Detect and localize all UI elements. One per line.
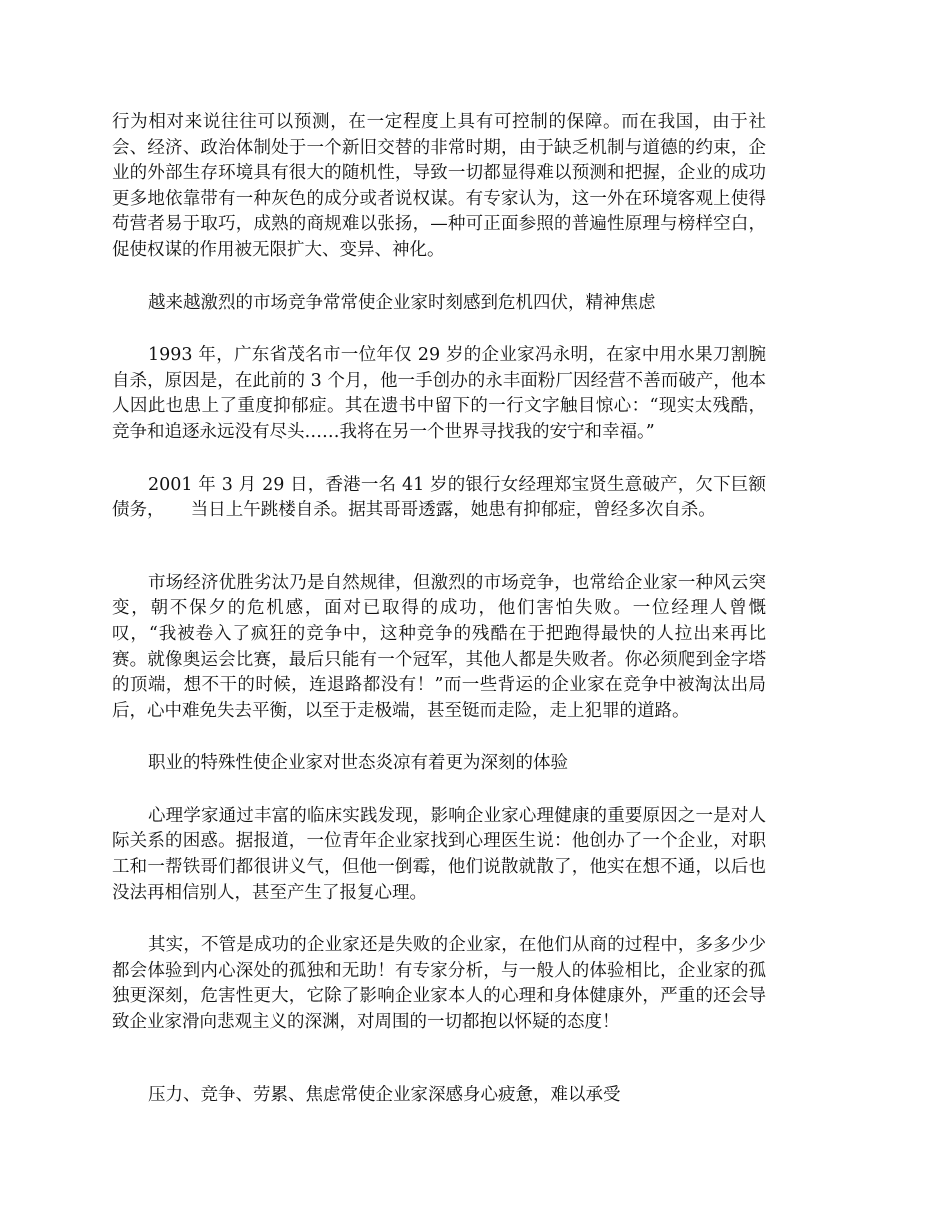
- paragraph-psychologist: 心理学家通过丰富的临床实践发现，影响企业家心理健康的重要原因之一是对人际关系的困惑。据报道，一位青年企业家找到心理医生说：他创办了一个企业，对职工和一帮铁哥们都很讲义气，但他一倒霉，他们说散就散了，他实在想不通，以后也没法再相信别人，甚至产生了报复心理。: [112, 805, 766, 903]
- document-body: [112, 110, 766, 1108]
- section-heading-pressure: 压力、竞争、劳累、焦虑常使企业家深感身心疲惫，难以承受: [148, 1084, 621, 1105]
- paragraph-case-2001: 2001 年 3 月 29 日，香港一名 41 岁的银行女经理郑宝贤生意破产，欠下巨额债务， 当日上午跳楼自杀。据其哥哥透露，她患有抑郁症，曾经多次自杀。: [112, 474, 766, 521]
- paragraph-loneliness: 其实，不管是成功的企业家还是失败的企业家，在他们从商的过程中，多多少少都会体验到内心深处的孤独和无助！有专家分析，与一般人的体验相比，企业家的孤独更深刻，危害性更大，它除了影响企业家本人的心理和身体健康外，严重的还会导致企业家滑向悲观主义的深渊，对周围的一切都抱以怀疑的态度！: [112, 935, 766, 1033]
- section-heading-profession: 职业的特殊性使企业家对世态炎凉有着更为深刻的体验: [148, 753, 568, 774]
- paragraph-intro: 行为相对来说往往可以预测，在一定程度上具有可控制的保障。而在我国，由于社会、经济、政治体制处于一个新旧交替的非常时期，由于缺乏机制与道德的约束，企业的外部生存环境具有很大的随机性，导致一切都显得难以预测和把握，企业的成功更多地依靠带有一种灰色的成分或者说权谋。有专家认为，这一外在环境客观上使得苟营者易于取巧，成熟的商规难以张扬，—种可正面参照的普遍性原理与榜样空白，促使权谋的作用被无限扩大、变异、神化。: [112, 112, 766, 260]
- section-heading-competition: 越来越激烈的市场竞争常常使企业家时刻感到危机四伏，精神焦虑: [148, 292, 656, 313]
- paragraph-market-competition: 市场经济优胜劣汰乃是自然规律，但激烈的市场竞争，也常给企业家一种风云突变，朝不保夕的危机感，面对已取得的成功，他们害怕失败。一位经理人曾慨叹，“我被卷入了疯狂的竞争中，这种竞争的残酷在于把跑得最快的人拉出来再比赛。就像奥运会比赛，最后只能有一个冠军，其他人都是失败者。你必须爬到金字塔的顶端，想不干的时候，连退路都没有！”而一些背运的企业家在竞争中被淘汰出局后，心中难免失去平衡，以至于走极端，甚至铤而走险，走上犯罪的道路。: [112, 572, 766, 721]
- paragraph-case-1993: 1993 年，广东省茂名市一位年仅 29 岁的企业家冯永明，在家中用水果刀割腕自杀，原因是，在此前的 3 个月，他一手创办的永丰面粉厂因经营不善而破产，他本人因此也患上了重度抑郁症。其在遗书中留下的一行文字触目惊心：“现实太残酷，竞争和追逐永远没有尽头……我将在另一个世界寻找我的安宁和幸福。”: [112, 345, 766, 442]
